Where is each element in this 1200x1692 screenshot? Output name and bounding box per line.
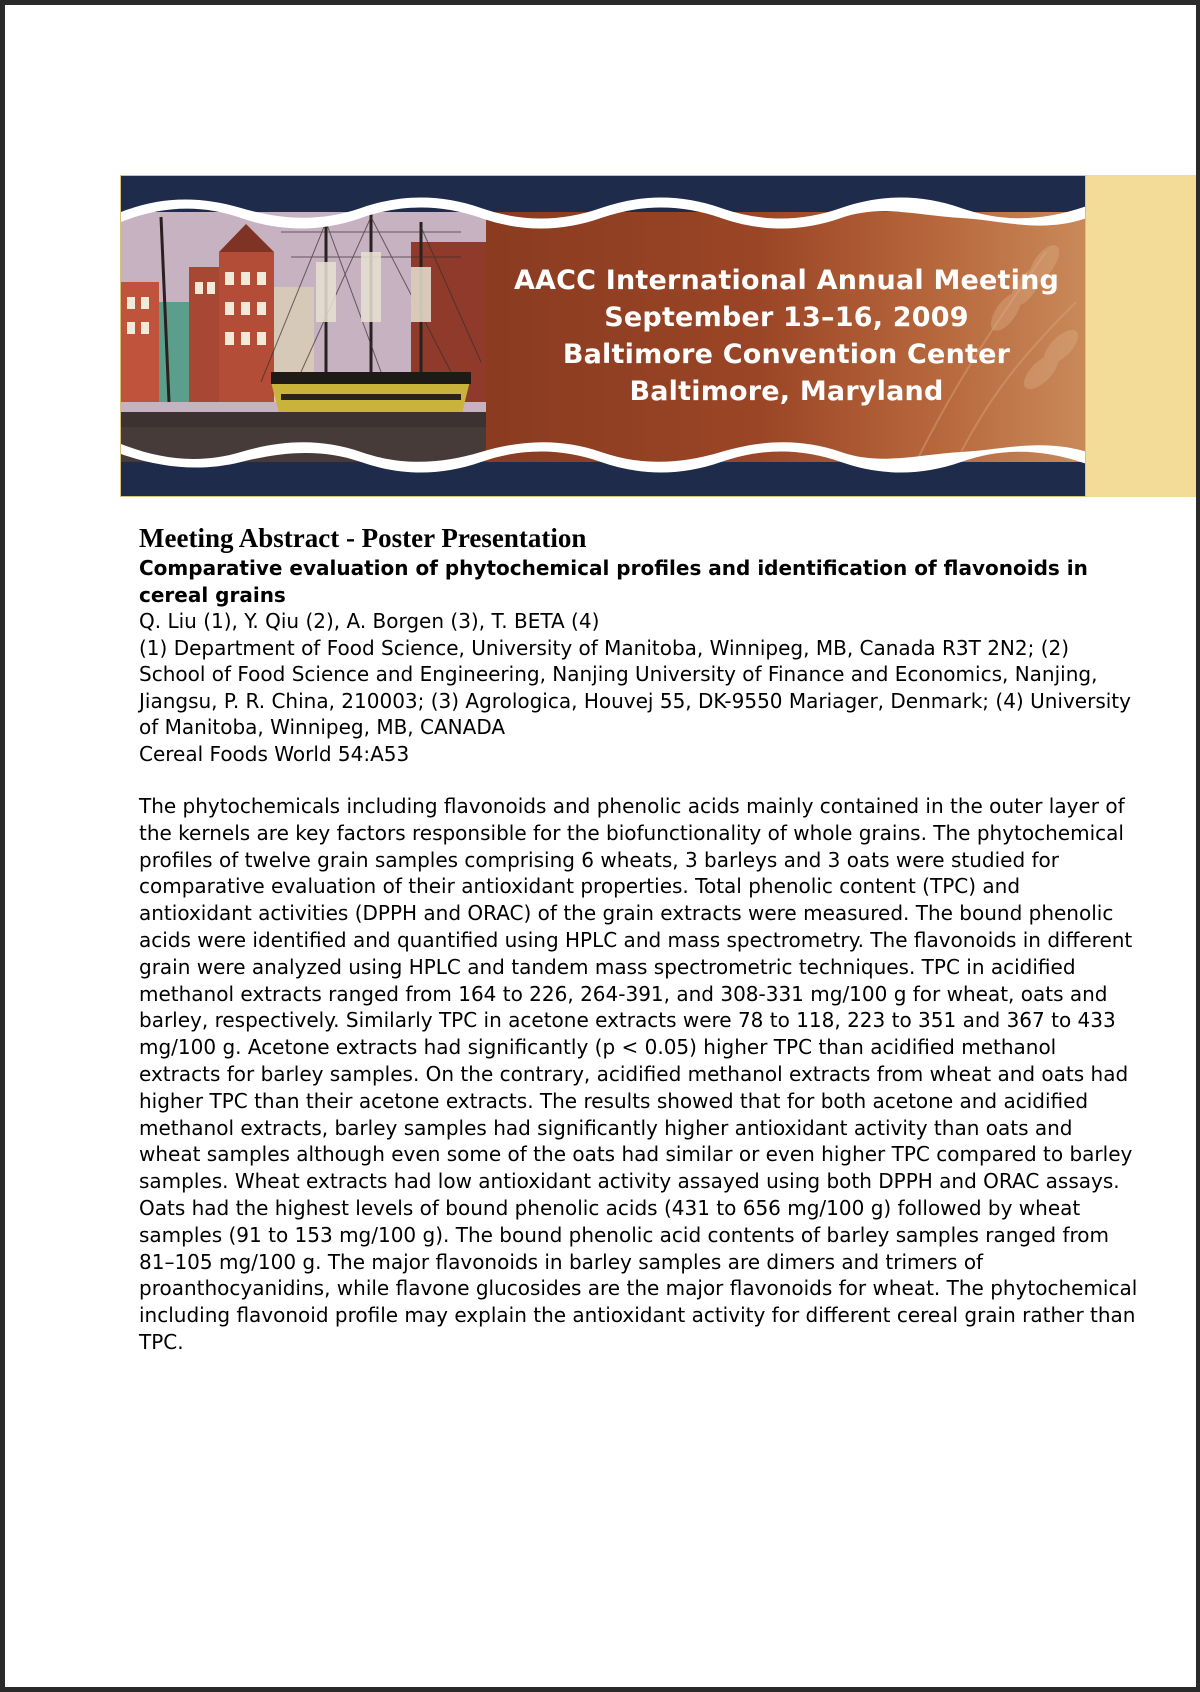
banner-city: Baltimore, Maryland — [629, 376, 944, 407]
abstract-body: The phytochemicals including flavonoids and phenolic acids mainly contained in the outer layer of the kernels are key factors responsible for the biofunctionality of whole grains. The phytochemical profiles of twelve grain samples comprising 6 wheats, 3 barleys and 3 oats were studied for comparative evaluation of their antioxidant properties. Total phenolic content (TPC) and antioxidant activities (DPPH and ORAC) of the grain extracts were measured. The bound phenolic acids were identified and quantified using HPLC and mass spectrometry. The flavonoids in different grain were analyzed using HPLC and tandem mass spectrometric techniques. TPC in acidified methanol extracts ranged from 164 to 226, 264-391, and 308-331 mg/100 g for wheat, oats and barley, respectively. Similarly TPC in acetone extracts were 78 to 118, 223 to 351 and 367 to 433 mg/100 g. Acetone extracts had significantly (p < 0.05) higher TPC than acidified methanol extracts for barley samples. On the contrary, acidified methanol extracts from wheat and oats had higher TPC than their acetone extracts. The results showed that for both acetone and acidified methanol extracts, barley samples had significantly higher antioxidant activity than oats and wheat samples although even some of the oats had similar or even higher TPC compared to barley samples. Wheat extracts had low antioxidant activity assayed using both DPPH and ORAC assays. Oats had the highest levels of bound phenolic acids (431 to 656 mg/100 g) followed by wheat samples (91 to 153 mg/100 g). The bound phenolic acid contents of barley samples ranged from 81–105 mg/100 g. The major flavonoids in barley samples are dimers and trimers of proanthocyanidins, while flavone glucosides are the major flavonoids for wheat. The phytochemical including flavonoid profile may explain the antioxidant activity for different cereal grain rather than TPC. — [139, 794, 1138, 1354]
abstract-content — [139, 521, 1139, 1356]
affiliations: (1) Department of Food Science, University of Manitoba, Winnipeg, MB, Canada R3T 2N2; (2) School of Food Science and Engineering, Nanjing University of Finance and Economics, Nanjing, Jiangsu, P. R. China, 210003; (3) Agrologica, Houvej 55, DK-9550 Mariager, Denmark; (4) University of Manitoba, Winnipeg, MB, CANADA — [139, 635, 1131, 739]
banner-dates: September 13–16, 2009 — [604, 302, 969, 333]
citation: Cereal Foods World 54:A53 — [139, 741, 410, 766]
harbor-ship-photo — [121, 212, 486, 462]
top-wave-border — [121, 176, 1086, 232]
bottom-wave-border — [121, 442, 1086, 497]
conference-banner — [120, 175, 1196, 497]
banner-meeting-name: AACC International Annual Meeting — [513, 265, 1060, 296]
banner-heading — [486, 262, 1086, 410]
document-type: Meeting Abstract - Poster Presentation — [139, 523, 587, 553]
authors: Q. Liu (1), Y. Qiu (2), A. Borgen (3), T. BETA (4) — [139, 609, 600, 633]
abstract-title: Comparative evaluation of phytochemical profiles and identification of flavonoids in cereal grains — [139, 556, 1088, 607]
banner-main-panel — [120, 175, 1086, 497]
harbor-ship-illustration — [121, 212, 486, 462]
banner-gold-panel — [1086, 175, 1196, 497]
document-page — [5, 5, 1196, 1687]
banner-venue: Baltimore Convention Center — [562, 339, 1011, 370]
